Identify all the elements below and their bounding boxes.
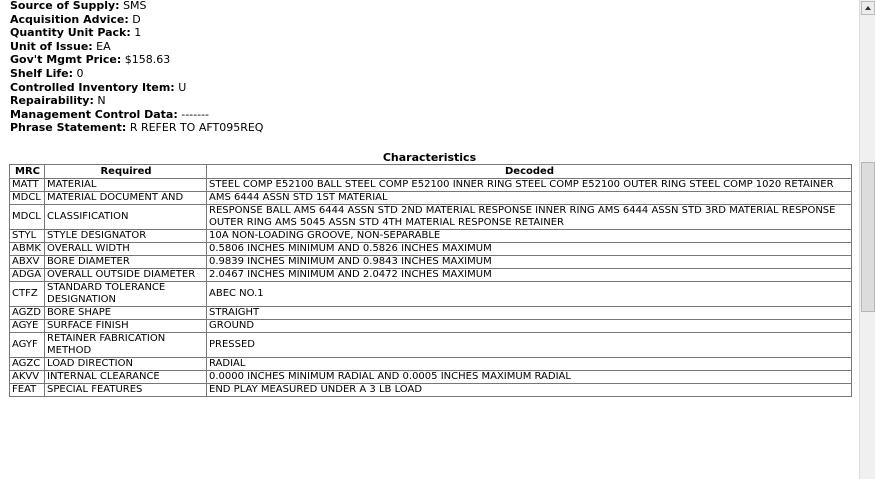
cell-mrc: ABXV [10,256,45,269]
header-mrc: MRC [10,165,45,179]
table-row [10,192,852,205]
item-fields [0,0,859,135]
cell-mrc: MATT [10,179,45,192]
cell-required: OVERALL WIDTH [45,243,207,256]
table-row [10,205,852,230]
table-row [10,243,852,256]
characteristics-title: Characteristics [382,151,477,164]
cell-required: SURFACE FINISH [45,320,207,333]
field-row [10,67,859,81]
cell-decoded: 0.0000 INCHES MINIMUM RADIAL AND 0.0005 INCHES MAXIMUM RADIAL [207,371,852,384]
cell-decoded: RESPONSE BALL AMS 6444 ASSN STD 2ND MATERIAL RESPONSE INNER RING AMS 6444 ASSN STD 3RD MATERIAL RESPONSE OUTER RING AMS 5045 ASSN STD 4TH MATERIAL RESPONSE RETAINER [207,205,852,230]
field-label: Repairability: [10,94,94,108]
scroll-thumb[interactable] [861,162,875,312]
field-row [10,108,859,122]
characteristics-table [9,164,852,397]
table-row [10,256,852,269]
field-row [10,53,859,67]
field-row [10,94,859,108]
cell-decoded: RADIAL [207,358,852,371]
header-decoded: Decoded [207,165,852,179]
table-row [10,384,852,397]
field-value: U [178,80,187,94]
table-row [10,320,852,333]
cell-required: LOAD DIRECTION [45,358,207,371]
cell-required: MATERIAL DOCUMENT AND [45,192,207,205]
field-row [10,40,859,54]
cell-mrc: MDCL [10,192,45,205]
header-required: Required [45,165,207,179]
field-row [10,81,859,95]
field-label: Management Control Data: [10,107,178,121]
cell-decoded: END PLAY MEASURED UNDER A 3 LB LOAD [207,384,852,397]
table-row [10,307,852,320]
cell-decoded: PRESSED [207,333,852,358]
field-value: N [97,94,106,108]
cell-mrc: MDCL [10,205,45,230]
cell-mrc: AGZD [10,307,45,320]
cell-required: BORE SHAPE [45,307,207,320]
cell-mrc: AGYF [10,333,45,358]
cell-required: CLASSIFICATION [45,205,207,230]
field-row [10,13,859,27]
field-row [10,26,859,40]
table-row [10,333,852,358]
field-label: Gov't Mgmt Price: [10,53,122,67]
cell-mrc: STYL [10,230,45,243]
field-label: Acquisition Advice: [10,12,129,26]
field-value: D [132,12,141,26]
field-row [10,121,859,135]
field-value: EA [96,39,111,53]
cell-decoded: 0.5806 INCHES MINIMUM AND 0.5826 INCHES MAXIMUM [207,243,852,256]
arrow-up-icon [865,6,871,10]
field-label: Unit of Issue: [10,39,93,53]
cell-required: BORE DIAMETER [45,256,207,269]
field-value: R REFER TO AFT095REQ [129,121,264,135]
field-label: Shelf Life: [10,66,74,80]
cell-required: STYLE DESIGNATOR [45,230,207,243]
table-header-row [10,165,852,179]
cell-decoded: STRAIGHT [207,307,852,320]
cell-required: RETAINER FABRICATION METHOD [45,333,207,358]
field-value: 1 [134,26,142,40]
cell-decoded: GROUND [207,320,852,333]
field-value: $158.63 [124,53,171,67]
cell-mrc: CTFZ [10,282,45,307]
table-row [10,282,852,307]
table-row [10,269,852,282]
field-label: Phrase Statement: [10,121,127,135]
field-value: 0 [76,66,84,80]
field-value: SMS [123,0,147,12]
table-row [10,230,852,243]
cell-decoded: 10A NON-LOADING GROOVE, NON-SEPARABLE [207,230,852,243]
cell-decoded: ABEC NO.1 [207,282,852,307]
field-row [10,0,859,13]
scroll-up-button[interactable] [861,1,875,15]
cell-decoded: 2.0467 INCHES MINIMUM AND 2.0472 INCHES MAXIMUM [207,269,852,282]
cell-mrc: AGZC [10,358,45,371]
cell-required: STANDARD TOLERANCE DESIGNATION [45,282,207,307]
cell-required: MATERIAL [45,179,207,192]
cell-required: SPECIAL FEATURES [45,384,207,397]
cell-mrc: FEAT [10,384,45,397]
vertical-scrollbar[interactable] [859,0,875,479]
cell-required: INTERNAL CLEARANCE [45,371,207,384]
table-row [10,371,852,384]
cell-decoded: STEEL COMP E52100 BALL STEEL COMP E52100 INNER RING STEEL COMP E52100 OUTER RING STEEL COMP 1020 RETAINER [207,179,852,192]
cell-mrc: AKVV [10,371,45,384]
cell-mrc: ADGA [10,269,45,282]
cell-decoded: AMS 6444 ASSN STD 1ST MATERIAL [207,192,852,205]
cell-mrc: AGYE [10,320,45,333]
field-label: Source of Supply: [10,0,120,12]
table-row [10,179,852,192]
cell-mrc: ABMK [10,243,45,256]
cell-required: OVERALL OUTSIDE DIAMETER [45,269,207,282]
field-value: ------- [181,107,210,121]
table-row [10,358,852,371]
field-label: Controlled Inventory Item: [10,80,175,94]
cell-decoded: 0.9839 INCHES MINIMUM AND 0.9843 INCHES MAXIMUM [207,256,852,269]
field-label: Quantity Unit Pack: [10,26,131,40]
